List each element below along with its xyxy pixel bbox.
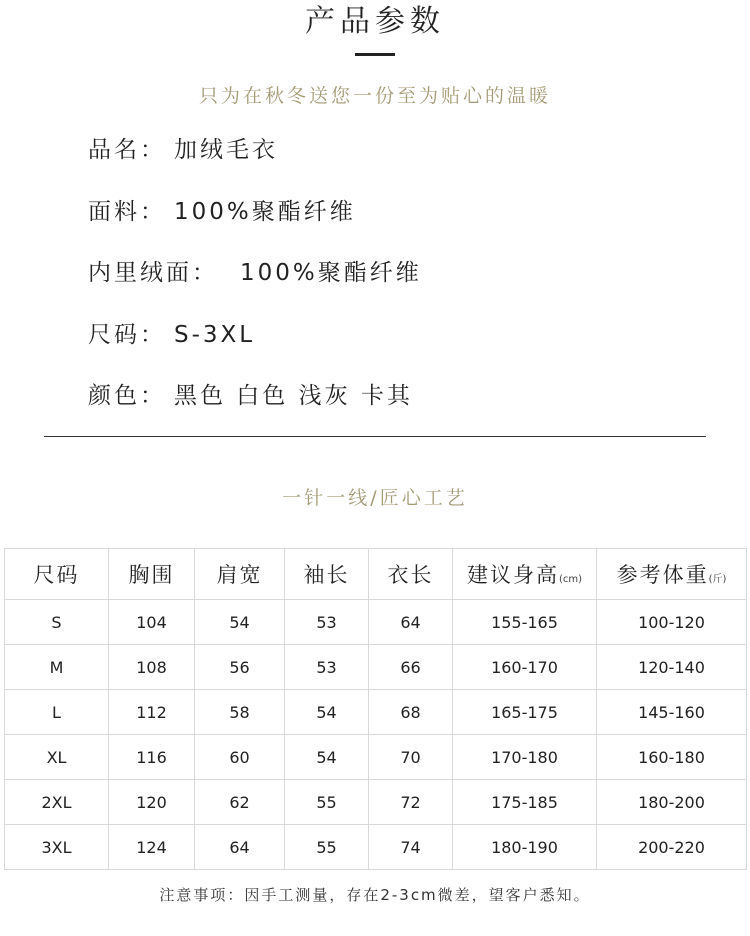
header-shoulder: 肩宽	[195, 549, 285, 600]
table-cell: 53	[285, 600, 369, 645]
table-cell: 3XL	[5, 825, 109, 870]
table-cell: 112	[109, 690, 195, 735]
table-row	[5, 690, 747, 735]
table-row	[5, 780, 747, 825]
table-cell: L	[5, 690, 109, 735]
spec-value: 黑色 白色 浅灰 卡其	[174, 383, 413, 409]
table-cell: 60	[195, 735, 285, 780]
spec-color	[88, 381, 413, 411]
spec-size	[88, 320, 255, 350]
table-cell: S	[5, 600, 109, 645]
table-cell: 58	[195, 690, 285, 735]
table-row	[5, 600, 747, 645]
table-row	[5, 645, 747, 690]
table-cell: 145-160	[597, 690, 747, 735]
table-cell: 56	[195, 645, 285, 690]
header-length: 衣长	[369, 549, 453, 600]
table-cell: 180-200	[597, 780, 747, 825]
table-cell: M	[5, 645, 109, 690]
page-title: 产品参数	[305, 4, 445, 39]
table-cell: XL	[5, 735, 109, 780]
table-cell: 170-180	[453, 735, 597, 780]
header-chest: 胸围	[109, 549, 195, 600]
table-cell: 155-165	[453, 600, 597, 645]
header-height: 建议身高(cm)	[453, 549, 597, 600]
table-cell: 54	[195, 600, 285, 645]
spec-label: 品名：	[88, 137, 166, 163]
title-underline	[355, 53, 395, 56]
section-divider	[44, 436, 706, 437]
table-cell: 100-120	[597, 600, 747, 645]
table-cell: 54	[285, 690, 369, 735]
table-cell: 72	[369, 780, 453, 825]
table-cell: 64	[369, 600, 453, 645]
spec-label: 面料：	[88, 199, 166, 225]
header-weight-unit: (斤)	[708, 574, 727, 585]
spec-lining	[88, 258, 422, 288]
table-cell: 120-140	[597, 645, 747, 690]
table-cell: 160-170	[453, 645, 597, 690]
table-header-row	[5, 549, 747, 600]
table-cell: 116	[109, 735, 195, 780]
size-table	[4, 548, 747, 870]
header-height-unit: (cm)	[558, 574, 583, 585]
table-cell: 180-190	[453, 825, 597, 870]
table-cell: 54	[285, 735, 369, 780]
table-cell: 2XL	[5, 780, 109, 825]
spec-fabric	[88, 197, 356, 227]
spec-value: 100%聚酯纤维	[240, 260, 422, 286]
page-subtitle: 只为在秋冬送您一份至为贴心的温暖	[198, 85, 551, 107]
spec-name	[88, 135, 278, 165]
table-cell: 62	[195, 780, 285, 825]
table-cell: 55	[285, 825, 369, 870]
table-cell: 70	[369, 735, 453, 780]
spec-label: 颜色：	[88, 383, 166, 409]
table-cell: 160-180	[597, 735, 747, 780]
table-cell: 200-220	[597, 825, 747, 870]
table-cell: 108	[109, 645, 195, 690]
spec-label: 内里绒面：	[88, 260, 218, 286]
header-sleeve: 袖长	[285, 549, 369, 600]
table-cell: 74	[369, 825, 453, 870]
table-cell: 55	[285, 780, 369, 825]
measurement-note: 注意事项：因手工测量，存在2-3cm微差，望客户悉知。	[159, 886, 591, 904]
spec-label: 尺码：	[88, 322, 166, 348]
table-cell: 120	[109, 780, 195, 825]
table-cell: 53	[285, 645, 369, 690]
header-weight: 参考体重(斤)	[597, 549, 747, 600]
table-row	[5, 825, 747, 870]
spec-value: S-3XL	[174, 322, 256, 348]
spec-value: 100%聚酯纤维	[174, 199, 356, 225]
table-row	[5, 735, 747, 780]
table-cell: 124	[109, 825, 195, 870]
spec-value: 加绒毛衣	[174, 137, 278, 163]
header-size: 尺码	[5, 549, 109, 600]
table-cell: 104	[109, 600, 195, 645]
table-cell: 175-185	[453, 780, 597, 825]
section-label: 一针一线/匠心工艺	[282, 487, 468, 509]
table-cell: 68	[369, 690, 453, 735]
table-cell: 64	[195, 825, 285, 870]
table-cell: 66	[369, 645, 453, 690]
table-cell: 165-175	[453, 690, 597, 735]
